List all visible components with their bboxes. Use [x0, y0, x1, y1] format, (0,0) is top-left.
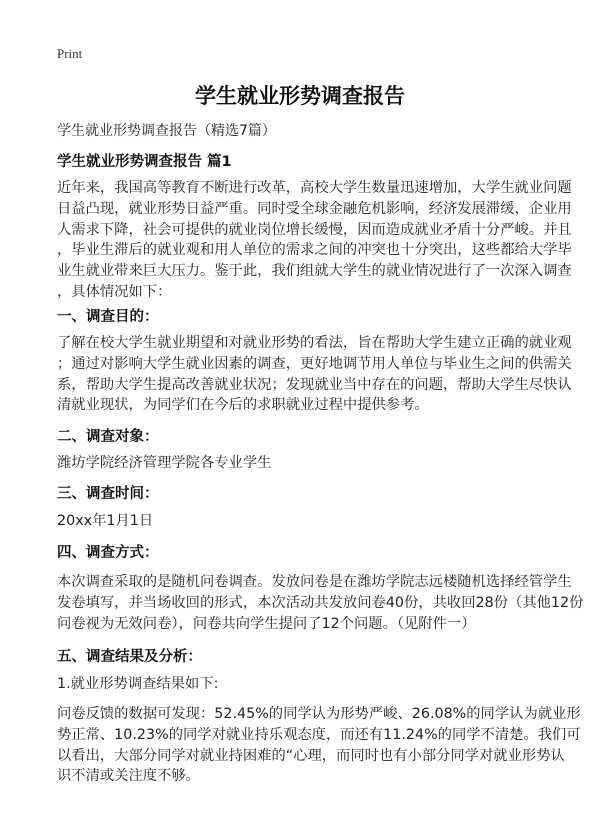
text-line: 20xx年1月1日 — [57, 513, 154, 529]
section-heading: 一、调查目的： — [57, 309, 159, 325]
text-line: ，具体情况如下： — [57, 283, 172, 300]
section-heading: 四、调查方式： — [57, 545, 159, 561]
text-line: 人需求下降，社会可提供的就业岗位增长缓慢，因而造成就业矛盾十分严峻。并且 — [57, 221, 572, 238]
text-line: 清就业现状，为同学们在今后的求职就业过程中提供参考。 — [57, 397, 429, 414]
text-line: 业生就业带来巨大压力。鉴于此，我们组就大学生的就业情况进行了一次深入调查 — [57, 263, 572, 280]
text-line: 识不清或关注度不够。 — [57, 768, 200, 785]
text-line: 近年来，我国高等教育不断进行改革，高校大学生数量迅速增加，大学生就业问题 — [57, 180, 572, 196]
section-heading: 五、调查结果及分析： — [57, 649, 202, 665]
intro-paragraph — [57, 178, 572, 303]
text-line: 以看出，大部分同学对就业持困难的“心理，而同时也有小部分同学对就业形势认 — [57, 747, 565, 764]
text-line: 势正常、10.23%的同学对就业持乐观态度，而还有11.24%的同学不清楚。我们可 — [57, 726, 581, 743]
section-heading: 二、调查对象： — [57, 429, 159, 445]
section-paragraph — [57, 453, 271, 474]
section-paragraph — [57, 674, 218, 695]
text-line: 1.就业形势调查结果如下: — [57, 676, 219, 692]
text-line: 本次调查采取的是随机问卷调查。发放问卷是在潍坊学院志远楼随机选择经管学生 — [57, 574, 572, 590]
section-paragraph — [57, 511, 153, 532]
page-title: 学生就业形势调查报告 — [195, 84, 405, 108]
text-line: 日益凸现，就业形势日益严重。同时受全球金融危机影响，经济发展滞缓，企业用 — [57, 200, 572, 217]
text-line: ；通过对影响大学生就业因素的调查，更好地调节用人单位与毕业生之间的供需关 — [57, 355, 572, 372]
section-paragraph — [57, 333, 572, 416]
text-line: 系，帮助大学生提高改善就业状况；发现就业当中存在的问题，帮助大学生尽快认 — [57, 376, 572, 393]
article-heading: 学生就业形势调查报告 篇1 — [57, 154, 232, 170]
text-line: 问卷反馈的数据可发现：52.45%的同学认为形势严峻、26.08%的同学认为就业形 — [57, 706, 581, 722]
print-label[interactable]: Print — [57, 46, 83, 61]
results-paragraph — [57, 704, 581, 787]
text-line: 问卷视为无效问卷），问卷共向学生提问了12个问题。（见附件一） — [57, 615, 476, 632]
section-paragraph — [57, 572, 583, 634]
section-heading: 三、调查时间： — [57, 486, 159, 502]
text-line: ，毕业生滞后的就业观和用人单位的需求之间的冲突也十分突出，这些都给大学毕 — [57, 242, 572, 259]
subtitle: 学生就业形势调查报告（精选7篇） — [57, 123, 276, 139]
text-line: 潍坊学院经济管理学院各专业学生 — [57, 455, 272, 471]
text-line: 了解在校大学生就业期望和对就业形势的看法，旨在帮助大学生建立正确的就业观 — [57, 335, 572, 351]
text-line: 发卷填写，并当场收回的形式，本次活动共发放问卷40份，共收回28份（其他12份 — [57, 594, 584, 611]
